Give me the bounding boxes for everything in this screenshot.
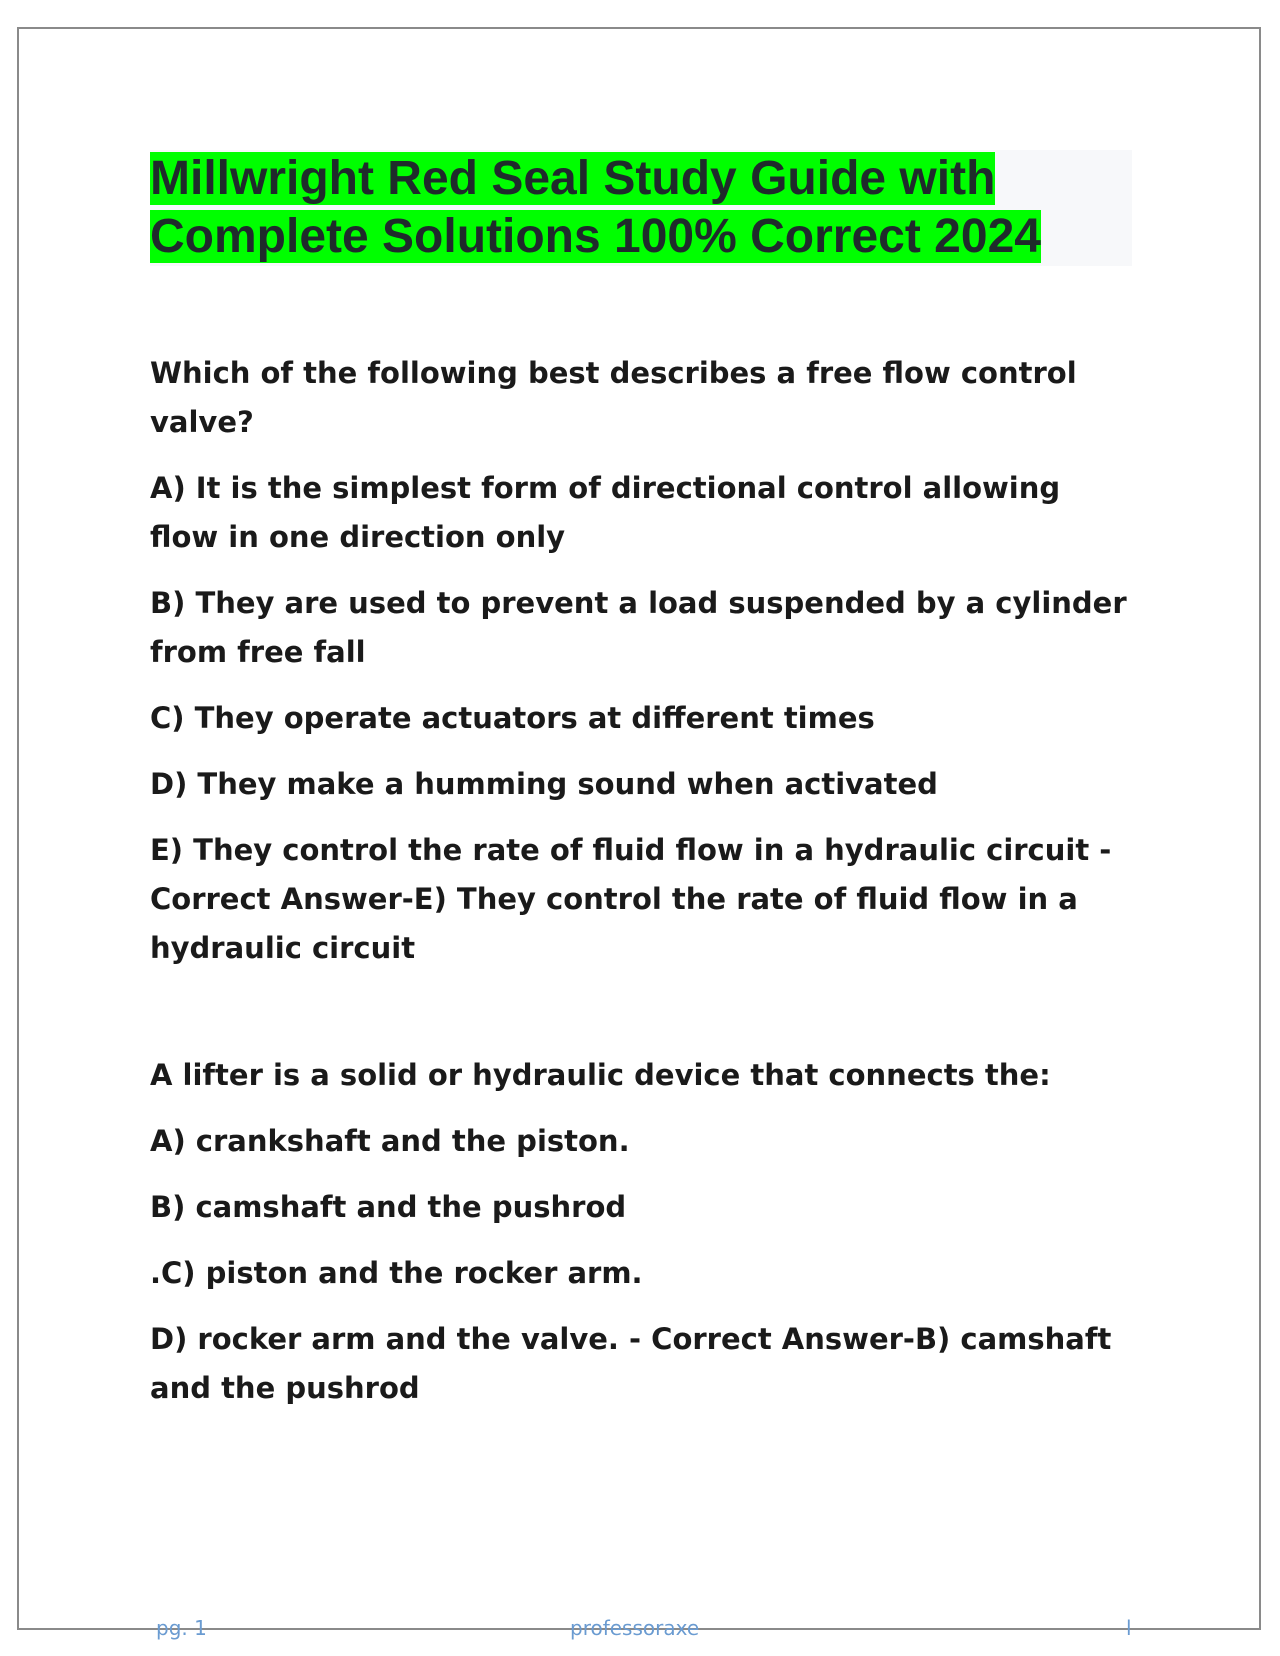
answer-option-a: A) crankshaft and the piston. xyxy=(150,1124,630,1158)
answer-option-a: A) It is the simplest form of directional control allowing flow in one direction only xyxy=(150,471,1061,554)
question-block-2 xyxy=(150,1051,1132,1413)
question-text: Which of the following best describes a free flow control valve? xyxy=(150,356,1077,439)
question-block-1 xyxy=(150,349,1132,973)
title-block xyxy=(150,150,1132,266)
title-line-1: Millwright Red Seal Study Guide with xyxy=(150,152,996,205)
answer-option-b: B) They are used to prevent a load suspended by a cylinder from free fall xyxy=(150,586,1127,669)
question-text: A lifter is a solid or hydraulic device that connects the: xyxy=(150,1058,1051,1092)
document-content xyxy=(150,150,1132,1430)
answer-option-e: E) They control the rate of fluid flow in a hydraulic circuit - Correct Answer-E) They control the rate of fluid flow in a hydraulic circuit xyxy=(150,833,1112,965)
title-line-2: Complete Solutions 100% Correct 2024 xyxy=(150,210,1041,263)
footer-mark: l xyxy=(1126,1616,1132,1640)
answer-option-d: D) They make a humming sound when activated xyxy=(150,767,938,801)
document-title xyxy=(150,150,1132,266)
footer-page-number: pg. 1 xyxy=(156,1616,207,1640)
footer-author: professoraxe xyxy=(570,1616,700,1640)
answer-option-d: D) rocker arm and the valve. - Correct Answer-B) camshaft and the pushrod xyxy=(150,1322,1112,1405)
answer-option-c: C) They operate actuators at different times xyxy=(150,701,875,735)
answer-option-c: .C) piston and the rocker arm. xyxy=(150,1256,643,1290)
answer-option-b: B) camshaft and the pushrod xyxy=(150,1190,627,1224)
